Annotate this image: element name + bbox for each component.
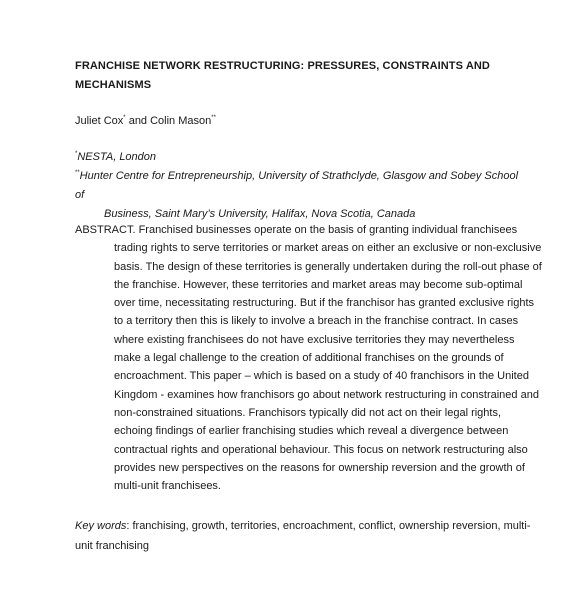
keywords-label: Key words bbox=[75, 520, 127, 532]
affiliation-text: Business, Saint Mary’s University, Halifax, Nova Scotia, Canada bbox=[104, 208, 416, 220]
author-line bbox=[75, 113, 216, 129]
abstract-line: Kingdom - examines how franchisors go about network restructuring in constrained and bbox=[114, 388, 539, 401]
abstract-line: basis. The design of these territories is generally undertaken during the roll-out phase of bbox=[114, 260, 542, 273]
abstract-line: over time, necessitating restructuring. But if the franchisor has granted exclusive rights bbox=[114, 297, 535, 310]
author-mark: ** bbox=[211, 115, 216, 121]
abstract bbox=[75, 221, 542, 495]
abstract-line: encroachment. This paper – which is based on a study of 40 franchisors in the United bbox=[114, 370, 529, 383]
affiliation bbox=[75, 148, 530, 167]
keywords-text: : franchising, growth, territories, encroachment, conflict, ownership reversion, multi- bbox=[126, 520, 531, 532]
keywords-line bbox=[75, 516, 531, 536]
abstract-line: where existing franchisees do not have exclusive territories they may nevertheless bbox=[114, 333, 515, 346]
keywords bbox=[75, 516, 531, 556]
abstract-line: echoing findings of earlier franchising studies which reveal a divergence between bbox=[114, 425, 509, 438]
affiliation bbox=[75, 167, 530, 224]
abstract-line: the franchise. However, these territories and market areas may become sub-optimal bbox=[114, 278, 523, 291]
abstract-line: ABSTRACT. Franchised businesses operate on the basis of granting individual franchisees bbox=[75, 224, 518, 236]
author-mark: * bbox=[123, 115, 126, 121]
title-line: MECHANISMS bbox=[75, 79, 152, 91]
affiliation-text: Hunter Centre for Entrepreneurship, University of Strathclyde, Glasgow and Sobey School of bbox=[75, 170, 519, 201]
author-name: and Colin Mason bbox=[125, 115, 212, 127]
affiliation-mark: ** bbox=[75, 170, 80, 176]
paper-title bbox=[75, 57, 505, 95]
abstract-line: make a legal challenge to the creation of additional franchises on the grounds of bbox=[114, 352, 504, 365]
abstract-line: trading rights to serve territories or market areas on either an exclusive or non-exclusive bbox=[114, 242, 542, 255]
affiliation-mark: * bbox=[75, 151, 78, 157]
affiliation-text: NESTA, London bbox=[77, 151, 157, 163]
abstract-line: non-constrained situations. Franchisors typically did not act on their legal rights, bbox=[114, 406, 502, 419]
author-name: Juliet Cox bbox=[75, 115, 124, 127]
abstract-line: contractual rights and operational behaviour. This focus on network restructuring also bbox=[114, 443, 528, 456]
abstract-line: provides new perspectives on the reasons for ownership reversion and the growth of bbox=[114, 461, 525, 474]
keywords-text: unit franchising bbox=[75, 540, 149, 552]
abstract-line: to a territory then this is likely to involve a breach in the franchise contract. In cases bbox=[114, 315, 519, 328]
title-line: FRANCHISE NETWORK RESTRUCTURING: PRESSURES, CONSTRAINTS AND bbox=[75, 60, 490, 72]
abstract-line: multi-unit franchisees. bbox=[114, 480, 221, 493]
